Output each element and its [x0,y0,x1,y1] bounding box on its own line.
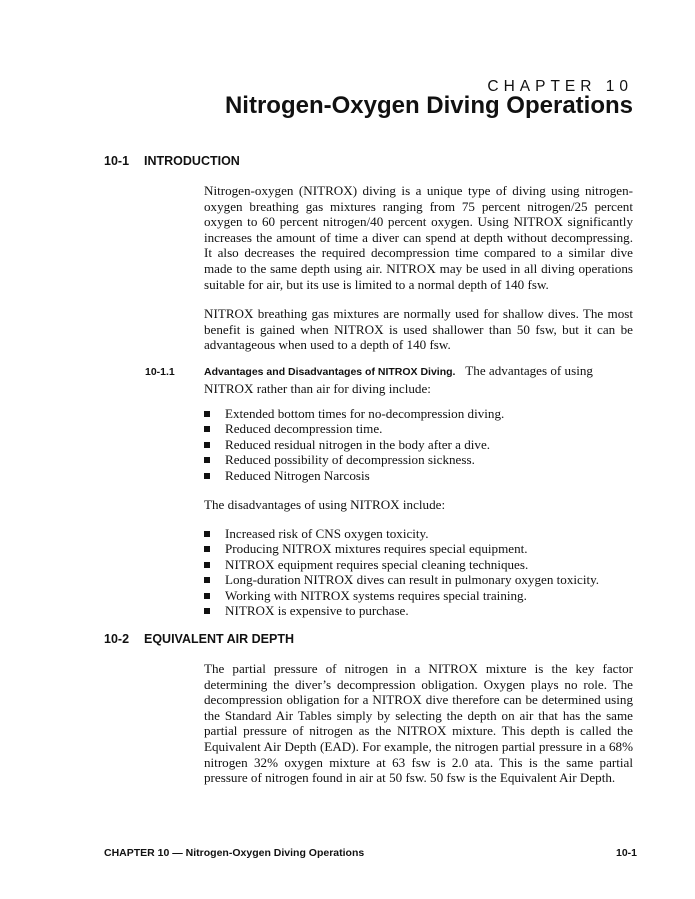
list-item: Extended bottom times for no-decompression diving. [204,406,633,421]
list-item: Increased risk of CNS oxygen toxicity. [204,526,633,541]
bullet-square-icon [204,577,210,583]
bullet-square-icon [204,562,210,568]
bullet-square-icon [204,473,210,479]
bullet-square-icon [204,608,210,614]
section-heading-introduction [104,154,240,168]
list-item: Reduced decompression time. [204,421,633,436]
bullet-square-icon [204,457,210,463]
list-item: Producing NITROX mixtures requires special equipment. [204,541,633,556]
bullet-square-icon [204,442,210,448]
bullet-square-icon [204,593,210,599]
chapter-label: CHAPTER 10 [487,78,633,95]
section-heading-equivalent-air-depth [104,632,294,646]
subsection-intro-first: The advantages of using [465,363,593,378]
section-number: 10-1 [104,154,130,168]
subsection-intro-rest: NITROX rather than air for diving include: [204,380,431,396]
disadvantages-intro: The disadvantages of using NITROX include: [204,497,446,512]
bullet-square-icon [204,411,210,417]
bullet-square-icon [204,426,210,432]
section-number: 10-2 [104,632,130,646]
ead-paragraph: The partial pressure of nitrogen in a NITROX mixture is the key factor determining the diver’s decompression obligation. Oxygen plays no role. The decompression obligation for a NITROX dive therefore can be determined using the Standard Air Tables simply by selecting the depth on air that has the same partial pressure of nitrogen as the NITROX mixture. This depth is called the Equivalent Air Depth (EAD). For example, the nitrogen partial pressure in a 68% nitrogen 32% oxygen mixture at 63 fsw is 2.0 ata. This is the same partial pressure of nitrogen found in air at 50 fsw. 50 fsw is the Equivalent Air Depth. [204,661,633,786]
list-item: NITROX is expensive to purchase. [204,603,633,618]
chapter-title: Nitrogen-Oxygen Diving Operations [224,92,633,119]
subsection-advantages-heading [145,363,633,396]
list-item: Working with NITROX systems requires special training. [204,588,633,603]
list-item: Reduced possibility of decompression sickness. [204,452,633,467]
bullet-square-icon [204,546,210,552]
list-item: Reduced Nitrogen Narcosis [204,468,633,483]
disadvantages-list [204,526,633,618]
section-title: INTRODUCTION [144,154,240,168]
section-title: EQUIVALENT AIR DEPTH [144,632,295,646]
list-item: Long-duration NITROX dives can result in pulmonary oxygen toxicity. [204,572,633,587]
footer-page-number: 10-1 [615,847,637,859]
intro-paragraph-2: NITROX breathing gas mixtures are normally used for shallow dives. The most benefit is gained when NITROX is used shallower than 50 fsw, but it can be advantageous when used to a depth of 140 fsw. [204,306,633,353]
bullet-square-icon [204,531,210,537]
list-item: Reduced residual nitrogen in the body after a dive. [204,437,633,452]
subsection-number: 10-1.1 [145,366,175,378]
list-item: NITROX equipment requires special cleaning techniques. [204,557,633,572]
intro-paragraph-1: Nitrogen-oxygen (NITROX) diving is a unique type of diving using nitrogen-oxygen breathing gas mixtures ranging from 75 percent nitrogen/25 percent oxygen to 60 percent nitrogen/40 percent oxygen. Using NITROX significantly increases the amount of time a diver can spend at depth without decompressing. It also decreases the required decompression time compared to a similar dive made to the same depth using air. NITROX may be used in all diving operations suitable for air, but its use is limited to a normal depth of 140 fsw. [204,183,633,292]
subsection-title: Advantages and Disadvantages of NITROX Diving. [204,366,456,378]
footer-chapter-title: CHAPTER 10 — Nitrogen-Oxygen Diving Operations [104,847,365,859]
advantages-list [204,406,633,483]
